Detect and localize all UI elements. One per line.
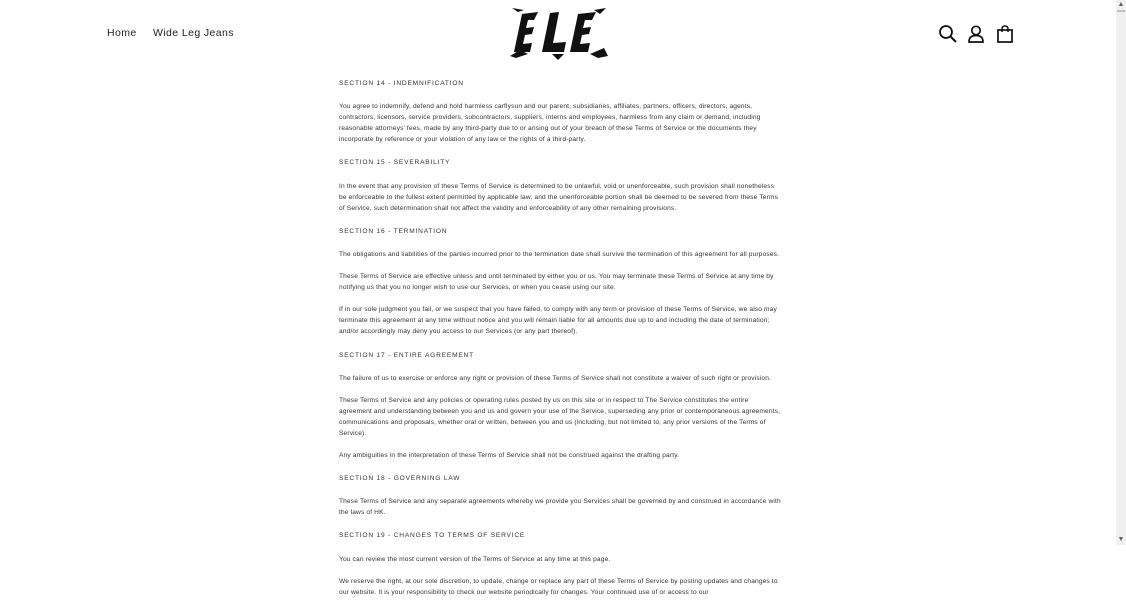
section-paragraph: You agree to indemnify, defend and hold harmless carflysun and our parent, subsidiaries, affiliates, partners, officers, directors, agents, contractors, licensors, service providers, subcontractors, suppliers, interns and employees, harmless from any claim or demand, including reasonable attorneys’ fees, made by any third-party due to or arising out of your breach of these Terms of Service or the documents they incorporate by reference or your violation of any law or the rights of a third-party. xyxy=(339,103,761,144)
bag-icon[interactable] xyxy=(995,24,1015,44)
scroll-thumb[interactable] xyxy=(1117,10,1125,12)
scroll-down-arrow-icon[interactable]: ▼ xyxy=(1117,536,1125,543)
section-heading: SECTION 18 - GOVERNING LAW xyxy=(339,475,461,483)
section-paragraph: The obligations and liabilities of the parties incurred prior to the termination date shall survive the termination of this agreement for all purposes. xyxy=(339,250,780,258)
section-paragraph: If in our sole judgment you fail, or we suspect that you have failed, to comply with any term or provision of these Terms of Service, we also may terminate this agreement at any time without notice and you will remain liable for all amounts due up to and including the date of termination; and/or accordingly may deny you access to our Services (or any part thereof). xyxy=(339,306,777,336)
section-paragraph: Any ambiguities in the interpretation of these Terms of Service shall not be construed against the drafting party. xyxy=(339,452,680,460)
nav-home-link[interactable]: Home xyxy=(107,27,137,39)
page-scrollbar[interactable] xyxy=(1116,0,1126,545)
site-header xyxy=(0,0,1116,66)
brand-logo-mark xyxy=(508,8,610,60)
brand-logo[interactable] xyxy=(508,8,610,60)
scroll-up-arrow-icon[interactable]: ▲ xyxy=(1117,1,1125,8)
user-icon[interactable] xyxy=(966,24,986,44)
section-heading: SECTION 14 - INDEMNIFICATION xyxy=(339,80,464,87)
section-paragraph: These Terms of Service are effective unless and until terminated by either you or us. You may terminate these Terms of Service at any time by notifying us that you no longer wish to use our Services, or when you cease using our site. xyxy=(339,273,774,292)
section-paragraph: These Terms of Service and any policies or operating rules posted by us on this site or in respect to The Service constitutes the entire agreement and understanding between you and us and govern your use of the Service, superseding any prior or contemporaneous agreements, communications and proposals, whether oral or written, between you and us (including, but not limited to, any prior versions of the Terms of Service). xyxy=(339,396,781,437)
search-icon[interactable] xyxy=(938,24,958,44)
section-paragraph: In the event that any provision of these Terms of Service is determined to be unlawful, void or unenforceable, such provision shall nonetheless be enforceable to the fullest extent permitted by applicable law, and the unenforceable portion shall be deemed to be severed from these Terms of Service, such determination shall not affect the validity and enforceability of any other remaining provisions. xyxy=(339,182,779,212)
section-paragraph: You can review the most current version of the Terms of Service at any time at this page. xyxy=(339,555,611,563)
section-paragraph: We reserve the right, at our sole discretion, to update, change or replace any part of these Terms of Service by posting updates and changes to our website. It is your responsibility to check our website periodically for changes. Your continued use of or access to our xyxy=(339,577,778,596)
section-paragraph: These Terms of Service and any separate agreements whereby we provide you Services shall be governed by and construed in accordance with the laws of HK. xyxy=(339,498,781,517)
section-paragraph: The failure of us to exercise or enforce any right or provision of these Terms of Service shall not constitute a waiver of such right or provision. xyxy=(339,374,772,382)
section-heading: SECTION 19 - CHANGES TO TERMS OF SERVICE xyxy=(339,532,526,540)
section-heading: SECTION 16 - TERMINATION xyxy=(339,227,448,235)
section-heading: SECTION 17 - ENTIRE AGREEMENT xyxy=(339,351,474,359)
nav-wide-leg-jeans-link[interactable]: Wide Leg Jeans xyxy=(153,27,234,39)
section-heading: SECTION 15 - SEVERABILITY xyxy=(339,159,451,167)
terms-content xyxy=(339,66,781,609)
